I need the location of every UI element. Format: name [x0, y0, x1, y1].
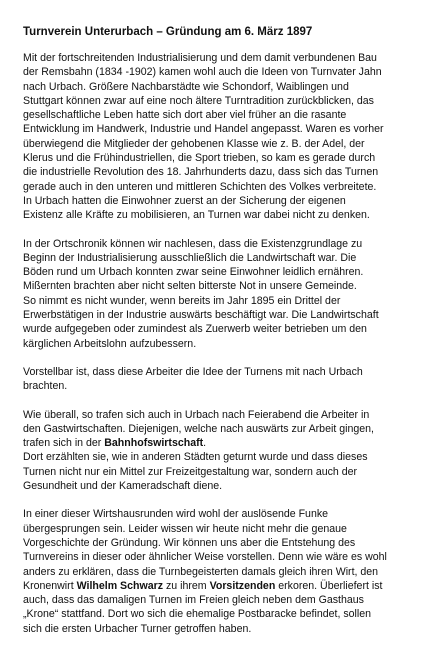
text-line: So nimmt es nicht wunder, wenn bereits im Jahr 1895 ein Drittel der — [23, 294, 341, 307]
text-line: Dort erzählten sie, wie in anderen Städten geturnt wurde und dass dieses — [23, 451, 368, 464]
text-line: In der Ortschronik können wir nachlesen, dass die Existenzgrundlage zu — [23, 237, 363, 250]
text-line: In Urbach hatten die Einwohner zuerst an der Sicherung der eigenen — [23, 194, 346, 207]
paragraph — [23, 365, 423, 394]
text-line: Vorgeschichte der Gründung. Wir können uns aber die Entstehung des — [23, 536, 356, 549]
text-line: Erwerbstätigen in der Industrie auswärts beschäftigt war. Die Landwirtschaft — [23, 309, 379, 322]
text-line: In einer dieser Wirtshausrunden wird wohl der auslösende Funke — [23, 508, 329, 521]
text-line: Existenz alle Kräfte zu mobilisieren, an Turnen war dabei nicht zu denken. — [23, 209, 370, 222]
text-line: die industrielle Revolution des 18. Jahrhunderts dazu, dass sich das Turnen — [23, 166, 379, 179]
text-line: „Krone“ stattfand. Dort wo sich die ehemalige Postbaracke befindet, sollen — [23, 608, 372, 621]
paragraph — [23, 507, 423, 636]
text-line: Wie überall, so trafen sich auch in Urbach nach Feierabend die Arbeiter in — [23, 408, 370, 421]
bold-text: Wilhelm Schwarz — [76, 579, 164, 592]
text-line: den Gastwirtschaften. Diejenigen, welche nach auswärts zur Arbeit gingen, — [23, 422, 374, 435]
text-line: Kronenwirt Wilhelm Schwarz zu ihrem Vorsitzenden erkoren. Überliefert ist — [23, 579, 383, 592]
document-body — [23, 51, 423, 636]
text-line: Turnvereins in dieser oder ähnlicher Weise vorstellen. Denn wie wäre es wohl — [23, 551, 387, 564]
document-page — [23, 25, 423, 650]
text-line: nach Urbach. Größere Nachbarstädte wie Schondorf, Waiblingen und — [23, 80, 349, 93]
text-line: sich die ersten Urbacher Turner getroffen haben. — [23, 622, 252, 635]
bold-text: Bahnhofswirtschaft — [104, 437, 204, 450]
text-line: Beginn der Industrialisierung ausschließlich die Landwirtschaft war. Die — [23, 251, 357, 264]
text-line: wurde aufgegeben oder zumindest als Zuerwerb weiter betrieben um den — [23, 323, 367, 336]
text-line: Gesundheit und der Kameradschaft diene. — [23, 480, 223, 493]
text-line: gerade auch in den unteren und mittleren Schichten des Volkes verbreitete. — [23, 180, 377, 193]
text-line: Mit der fortschreitenden Industrialisierung und dem damit verbundenen Bau — [23, 52, 377, 64]
text-line: der Remsbahn (1834 -1902) kamen wohl auch die Ideen von Turnvater Jahn — [23, 66, 382, 79]
text-line: Böden rund um Urbach konnten zwar seine Einwohner leidlich ernähren. — [23, 266, 364, 279]
text-line: übergesprungen sein. Leider wissen wir heute nicht mehr die genaue — [23, 522, 347, 535]
text-line: anders zu erklären, dass die Turnbegeisterten damals gleich ihren Wirt, den — [23, 565, 379, 578]
text-line: Turnen nicht nur ein Mittel zur Freizeitgestaltung war, sondern auch der — [23, 465, 358, 478]
text-line: überwiegend die Mitglieder der gehobenen Klasse wie z. B. der Adel, der — [23, 137, 365, 150]
text-line: auch, dass das damaligen Turnen im Freien gleich neben dem Gasthaus — [23, 594, 364, 607]
paragraph — [23, 51, 423, 223]
text-line: Vorstellbar ist, dass diese Arbeiter die Idee der Turnens mit nach Urbach — [23, 365, 363, 378]
paragraph — [23, 408, 423, 494]
text-line: Stuttgart können zwar auf eine noch ältere Turntradition zurückblicken, das — [23, 94, 374, 107]
paragraph — [23, 237, 423, 351]
text-line: brachten. — [23, 380, 68, 393]
text-line: Entwicklung im Handwerk, Industrie und Handel angepasst. Waren es vorher — [23, 123, 384, 136]
text-line: kärglichen Arbeitslohn aufzubessern. — [23, 337, 197, 350]
text-line: Mißernten brachten aber nicht selten bitterste Not in unsere Gemeinde. — [23, 280, 357, 293]
text-line: gesellschaftliche Leben hatte sich dort aber viel früher an die rasante — [23, 109, 347, 122]
text-line: trafen sich in der Bahnhofswirtschaft. — [23, 437, 207, 450]
document-title: Turnverein Unterurbach – Gründung am 6. März 1897 — [23, 26, 313, 38]
bold-text: Vorsitzenden — [209, 579, 276, 592]
text-line: Klerus und die Frühindustriellen, die Sport trieben, so kam es gerade durch — [23, 152, 376, 165]
